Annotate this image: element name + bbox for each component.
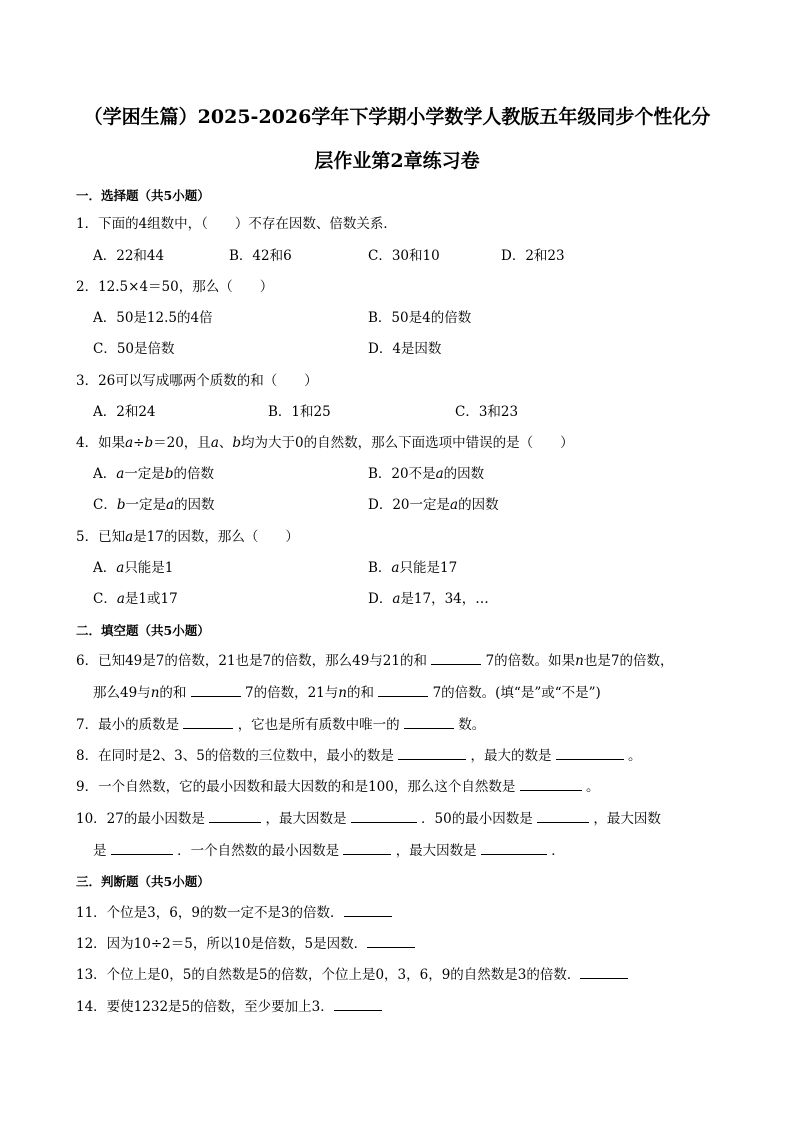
q4-option-c: C．b一定是a的因数 — [93, 497, 215, 513]
question-9: 9．一个自然数，它的最小因数和最大因数的和是100，那么这个自然数是 。 — [76, 776, 599, 797]
q1-option-b: B．42和6 — [229, 248, 292, 264]
q5-option-b: B．a只能是17 — [368, 560, 458, 576]
q3-option-c: C．3和23 — [455, 404, 519, 420]
section-heading-fill: 二．填空题（共5小题） — [76, 623, 210, 638]
answer-blank[interactable] — [209, 808, 261, 823]
answer-blank[interactable] — [520, 776, 582, 791]
answer-blank[interactable] — [344, 902, 392, 917]
q2-option-b: B．50是4的倍数 — [368, 310, 472, 326]
answer-blank[interactable] — [191, 682, 241, 697]
q2-option-a: A．50是12.5的4倍 — [93, 310, 213, 326]
question-7: 7．最小的质数是 ，它也是所有质数中唯一的 数。 — [76, 714, 485, 735]
section-heading-choice: 一．选择题（共5小题） — [76, 188, 210, 203]
q1-option-a: A．22和44 — [93, 248, 165, 264]
answer-blank[interactable] — [367, 933, 415, 948]
answer-blank[interactable] — [343, 840, 391, 855]
answer-blank[interactable] — [556, 745, 624, 760]
question-12: 12．因为10÷2＝5，所以10是倍数，5是因数． — [76, 933, 415, 954]
question-10-line2: 是 ．一个自然数的最小因数是 ，最大因数是 ． — [93, 840, 565, 861]
answer-blank[interactable] — [481, 840, 547, 855]
q4-option-d: D．20一定是a的因数 — [368, 497, 499, 513]
question-6-line1: 6．已知49是7的倍数，21也是7的倍数，那么49与21的和 7的倍数。如果n也是7的倍数， — [76, 650, 673, 671]
q5-option-a: A．a只能是1 — [93, 560, 174, 576]
answer-blank[interactable] — [537, 808, 589, 823]
answer-blank[interactable] — [351, 808, 417, 823]
question-13: 13．个位上是0，5的自然数是5的倍数，个位上是0，3，6，9的自然数是3的倍数． — [76, 964, 628, 985]
answer-blank[interactable] — [111, 840, 173, 855]
q4-option-b: B．20不是a的因数 — [368, 466, 485, 482]
q3-option-a: A．2和24 — [93, 404, 156, 420]
answer-blank[interactable] — [398, 745, 466, 760]
section-heading-judge: 三．判断题（共5小题） — [76, 874, 210, 889]
answer-blank[interactable] — [334, 996, 382, 1011]
answer-blank[interactable] — [580, 964, 628, 979]
question-8: 8．在同时是2、3、5的倍数的三位数中，最小的数是 ，最大的数是 。 — [76, 745, 642, 766]
answer-blank[interactable] — [183, 714, 233, 729]
question-1-stem: 1．下面的4组数中，（ ）不存在因数、倍数关系． — [76, 216, 397, 232]
q4-option-a: A．a一定是b的倍数 — [93, 466, 214, 482]
q3-option-b: B．1和25 — [268, 404, 331, 420]
question-10-line1: 10．27的最小因数是 ，最大因数是 ．50的最小因数是 ，最大因数 — [76, 808, 661, 829]
q2-option-d: D．4是因数 — [368, 341, 442, 357]
question-2-stem: 2．12.5×4＝50，那么（ ） — [76, 279, 274, 295]
page-title-line2: 层作业第2章练习卷 — [314, 150, 480, 172]
answer-blank[interactable] — [378, 682, 428, 697]
page-title-line1: （学困生篇）2025-2026学年下学期小学数学人教版五年级同步个性化分 — [83, 106, 711, 128]
question-4-stem: 4．如果a÷b＝20，且a、b均为大于0的自然数，那么下面选项中错误的是（ ） — [76, 435, 574, 451]
q5-option-d: D．a是17，34，… — [368, 591, 489, 607]
q1-option-d: D．2和23 — [501, 248, 565, 264]
question-6-line2: 那么49与n的和 7的倍数，21与n的和 7的倍数。(填“是”或“不是”) — [93, 682, 601, 703]
q1-option-c: C．30和10 — [368, 248, 440, 264]
question-14: 14．要使1232是5的倍数，至少要加上3． — [76, 996, 382, 1017]
answer-blank[interactable] — [404, 714, 454, 729]
answer-blank[interactable] — [431, 650, 481, 665]
question-3-stem: 3．26可以写成哪两个质数的和（ ） — [76, 373, 318, 389]
question-11: 11．个位是3，6，9的数一定不是3的倍数． — [76, 902, 392, 923]
q5-option-c: C．a是1或17 — [93, 591, 178, 607]
q2-option-c: C．50是倍数 — [93, 341, 175, 357]
question-5-stem: 5．已知a是17的因数，那么（ ） — [76, 529, 299, 545]
